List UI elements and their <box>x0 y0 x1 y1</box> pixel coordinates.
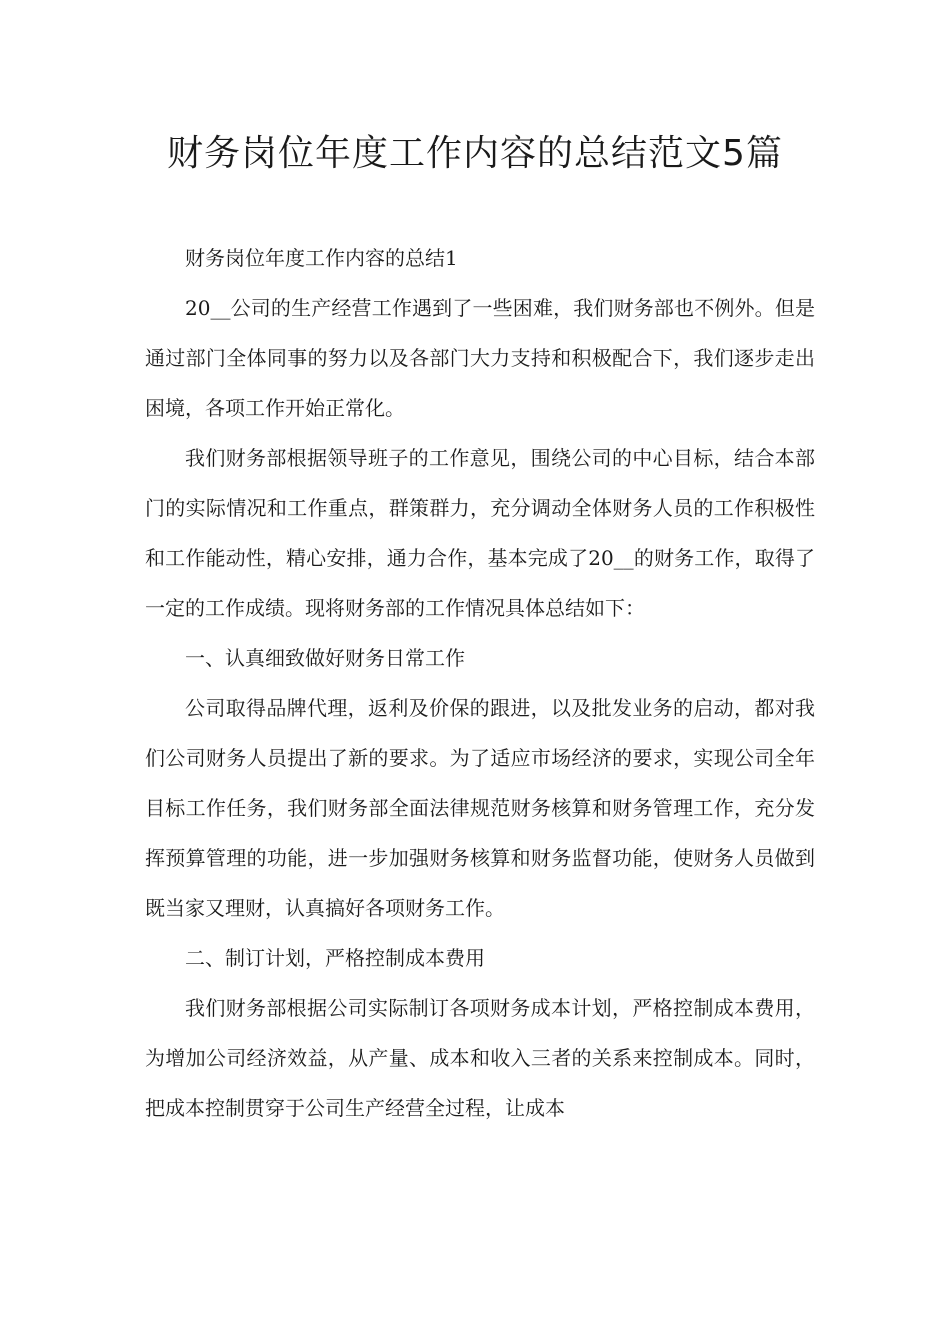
subheading-one: 一、认真细致做好财务日常工作 <box>185 646 465 670</box>
section-heading-1: 财务岗位年度工作内容的总结1 <box>185 246 458 270</box>
subheading-two: 二、制订计划，严格控制成本费用 <box>185 946 485 970</box>
paragraph: 20__公司的生产经营工作遇到了一些困难，我们财务部也不例外。但是通过部门全体同事的努力以及各部门大力支持和积极配合下，我们逐步走出困境，各项工作开始正常化。 <box>145 296 815 420</box>
document-body <box>145 233 815 1133</box>
paragraph: 我们财务部根据领导班子的工作意见，围绕公司的中心目标，结合本部门的实际情况和工作重点，群策群力，充分调动全体财务人员的工作积极性和工作能动性，精心安排，通力合作，基本完成了20__的财务工作，取得了一定的工作成绩。现将财务部的工作情况具体总结如下： <box>145 446 815 620</box>
paragraph: 公司取得品牌代理，返利及价保的跟进，以及批发业务的启动，都对我们公司财务人员提出了新的要求。为了适应市场经济的要求，实现公司全年目标工作任务，我们财务部全面法律规范财务核算和财务管理工作，充分发挥预算管理的功能，进一步加强财务核算和财务监督功能，使财务人员做到既当家又理财，认真搞好各项财务工作。 <box>145 696 815 920</box>
paragraph: 我们财务部根据公司实际制订各项财务成本计划，严格控制成本费用，为增加公司经济效益，从产量、成本和收入三者的关系来控制成本。同时，把成本控制贯穿于公司生产经营全过程，让成本 <box>145 996 815 1120</box>
document-title: 财务岗位年度工作内容的总结范文5篇 <box>167 133 783 174</box>
